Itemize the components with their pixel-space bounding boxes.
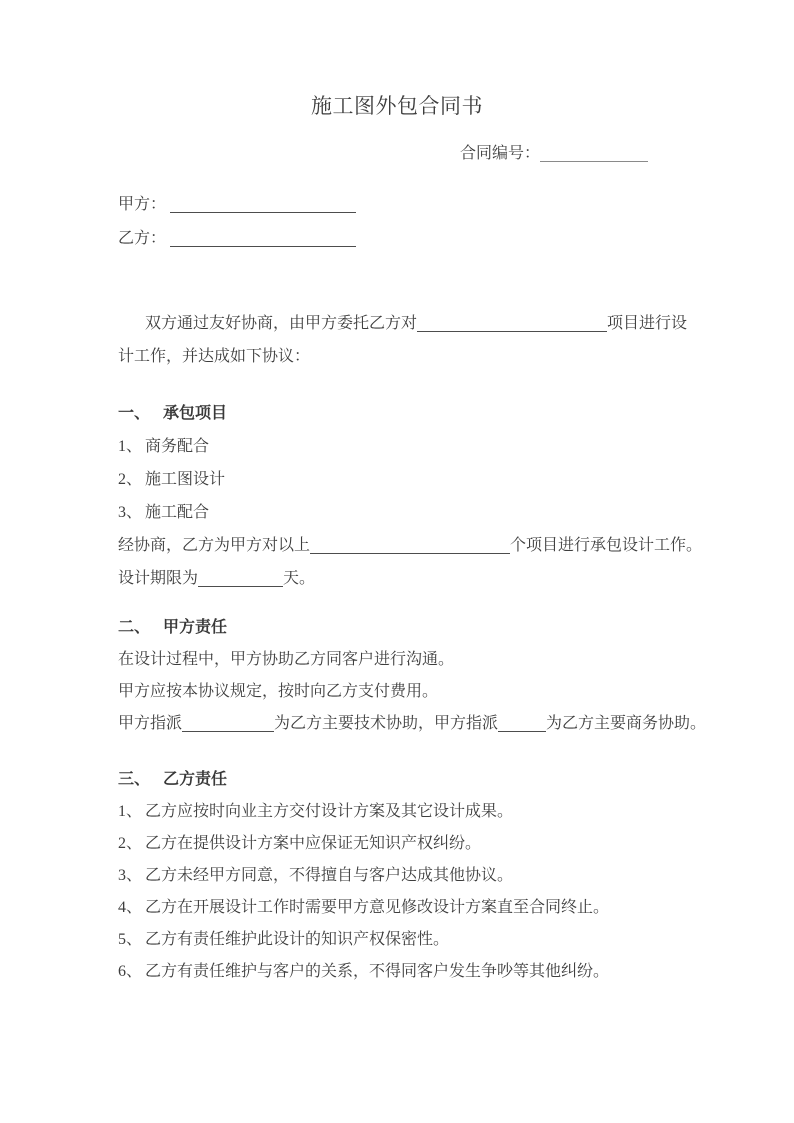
item-number: 1、: [118, 438, 143, 455]
project-count-blank[interactable]: [310, 538, 510, 554]
contract-number-row: [460, 140, 648, 168]
section-3-title: 乙方责任: [163, 771, 228, 788]
design-period-line: [118, 562, 758, 595]
section-2-heading: [118, 612, 758, 644]
party-a-duty-1: 在设计过程中，甲方协助乙方同客户进行沟通。: [118, 651, 455, 668]
item-text: 乙方在开展设计工作时需要甲方意见修改设计方案直至合同终止。: [145, 899, 610, 916]
item-text: 乙方在提供设计方案中应保证无知识产权纠纷。: [145, 835, 482, 852]
section-1-number: 一、: [118, 405, 151, 422]
business-assistant-blank[interactable]: [498, 716, 546, 732]
list-item: [118, 430, 758, 463]
item-number: 6、: [118, 963, 143, 980]
contract-number-blank[interactable]: [540, 146, 648, 162]
list-item: [118, 860, 758, 892]
scope-text-after: 个项目进行承包设计工作。: [510, 537, 703, 554]
section-2-title: 甲方责任: [163, 619, 228, 636]
list-item: [118, 892, 758, 924]
item-text: 施工配合: [145, 504, 210, 521]
assign-text-2: 为乙方主要技术协助，甲方指派: [274, 715, 499, 732]
item-number: 3、: [118, 504, 143, 521]
party-a-row: [118, 190, 356, 220]
item-number: 5、: [118, 931, 143, 948]
section-party-a-duties: [118, 612, 758, 740]
technical-assistant-blank[interactable]: [182, 716, 274, 732]
item-text: 乙方有责任维护此设计的知识产权保密性。: [145, 931, 450, 948]
project-name-blank[interactable]: [417, 316, 607, 332]
intro-line-1: [118, 307, 738, 340]
section-party-b-duties: [118, 764, 758, 988]
section-3-number: 三、: [118, 771, 151, 788]
item-text: 乙方有责任维护与客户的关系，不得同客户发生争吵等其他纠纷。: [145, 963, 610, 980]
list-item: [118, 956, 758, 988]
intro-line-2: 计工作，并达成如下协议：: [118, 348, 311, 365]
period-text-after: 天。: [283, 570, 316, 587]
party-a-label: 甲方：: [118, 196, 167, 213]
party-a-blank[interactable]: [170, 197, 356, 213]
item-number: 3、: [118, 867, 143, 884]
contract-number-label: 合同编号：: [460, 145, 541, 162]
section-contracted-projects: [118, 397, 758, 595]
party-b-row: [118, 224, 356, 254]
scope-line: [118, 529, 758, 562]
section-1-title: 承包项目: [163, 405, 228, 422]
intro-text-after-blank: 项目进行设: [607, 315, 688, 332]
party-a-duty-2: 甲方应按本协议规定，按时向乙方支付费用。: [118, 683, 439, 700]
list-item: [118, 828, 758, 860]
document-title: 施工图外包合同书: [311, 94, 483, 118]
item-text: 乙方应按时向业主方交付设计方案及其它设计成果。: [145, 803, 514, 820]
item-number: 4、: [118, 899, 143, 916]
section-2-number: 二、: [118, 619, 151, 636]
list-item: [118, 496, 758, 529]
item-text: 商务配合: [145, 438, 210, 455]
assign-text-1: 甲方指派: [118, 715, 183, 732]
intro-paragraph: [118, 307, 738, 373]
item-number: 2、: [118, 835, 143, 852]
section-1-heading: [118, 397, 758, 430]
party-b-blank[interactable]: [170, 231, 356, 247]
section-3-heading: [118, 764, 758, 796]
party-b-label: 乙方：: [118, 230, 167, 247]
list-item: [118, 463, 758, 496]
item-text: 施工图设计: [145, 471, 226, 488]
scope-text-before: 经协商，乙方为甲方对以上: [118, 537, 311, 554]
item-number: 1、: [118, 803, 143, 820]
item-number: 2、: [118, 471, 143, 488]
design-days-blank[interactable]: [198, 571, 283, 587]
list-item: [118, 924, 758, 956]
period-text-before: 设计期限为: [118, 570, 199, 587]
intro-text-before-blank: 双方通过友好协商，由甲方委托乙方对: [145, 315, 418, 332]
item-text: 乙方未经甲方同意，不得擅自与客户达成其他协议。: [145, 867, 514, 884]
party-a-duty-3: [118, 708, 758, 740]
list-item: [118, 796, 758, 828]
assign-text-3: 为乙方主要商务协助。: [546, 715, 707, 732]
